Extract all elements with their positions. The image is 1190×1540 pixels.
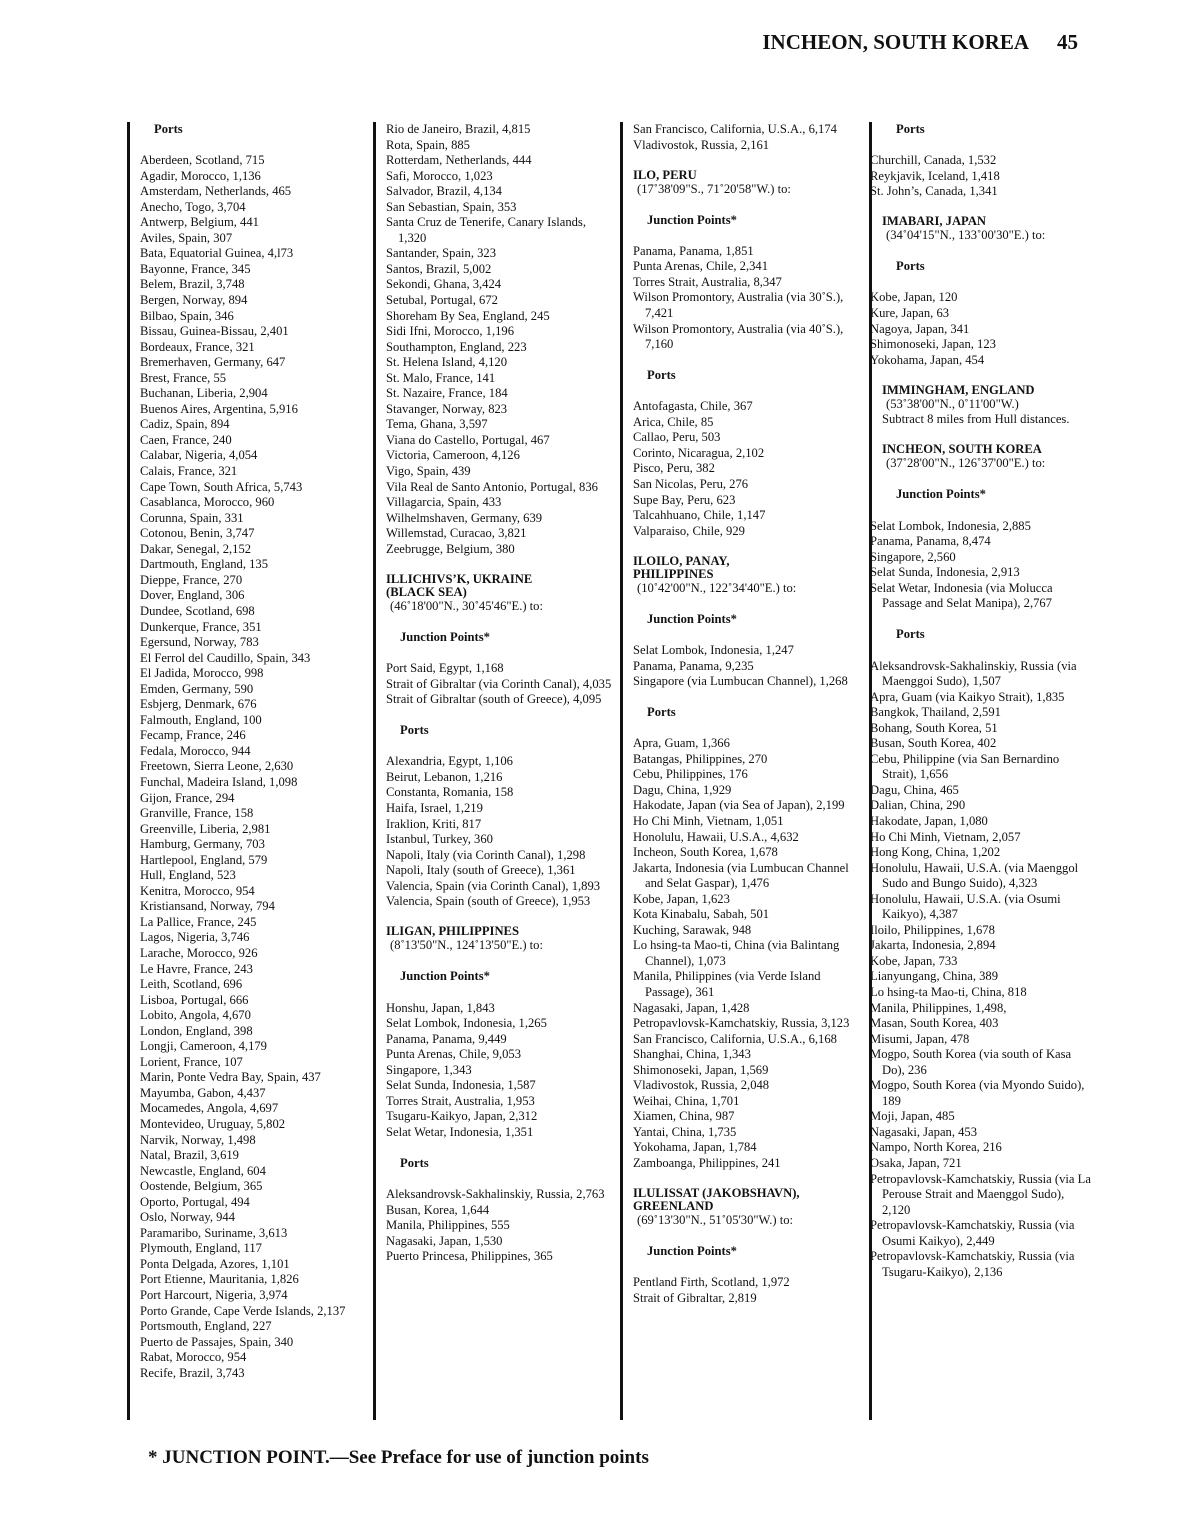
list-item: Bata, Equatorial Guinea, 4,l73 (140, 246, 294, 261)
list-item: Cadiz, Spain, 894 (140, 417, 230, 432)
list-item: Corinto, Nicaragua, 2,102 (633, 445, 765, 460)
list-item: Calabar, Nigeria, 4,054 (140, 448, 258, 463)
list-item: Napoli, Italy (south of Greece), 1,361 (386, 863, 576, 878)
list-item: Dakar, Senegal, 2,152 (140, 541, 252, 556)
list-item: Selat Wetar, Indonesia, 1,351 (386, 1124, 534, 1139)
section-heading: Junction Points* (896, 487, 986, 502)
list-item: Oostende, Belgium, 365 (140, 1179, 263, 1194)
entry-coordinates: (69˚13'30"N., 51˚05'30"W.) to: (637, 1213, 794, 1228)
list-item: Petropavlovsk-Kamchatskiy, Russia (via La Perouse Strait and Maenggol Sudo), 2,120 (870, 1171, 1091, 1217)
entry-coordinates: (34˚04'15"N., 133˚00'30"E.) to: (886, 228, 1046, 243)
list-item: Puerto de Passajes, Spain, 340 (140, 1334, 294, 1349)
entry-title: ILOILO, PANAY, (633, 553, 730, 568)
header-title: INCHEON, SOUTH KOREA (762, 30, 1029, 54)
list-item: Yokohama, Japan, 454 (870, 352, 985, 367)
list-item: Busan, Korea, 1,644 (386, 1202, 490, 1217)
list-item: Kure, Japan, 63 (870, 306, 950, 321)
list-item: Dover, England, 306 (140, 588, 245, 603)
list-item: St. Nazaire, France, 184 (386, 386, 508, 401)
port-list (140, 153, 368, 1381)
list-item: Kenitra, Morocco, 954 (140, 883, 255, 898)
list-item: San Francisco, California, U.S.A., 6,168 (633, 1031, 837, 1046)
list-item: Zeebrugge, Belgium, 380 (386, 541, 515, 556)
section-heading: Ports (400, 723, 429, 738)
list-item: Jakarta, Indonesia (via Lumbucan Channel and Selat Gaspar), 1,476 (633, 860, 849, 891)
list-item: Lorient, France, 107 (140, 1054, 243, 1069)
section-heading: Ports (896, 122, 925, 136)
junction-list (633, 1275, 861, 1306)
entry-coordinates: (10˚42'00"N., 122˚34'40"E.) to: (637, 580, 797, 595)
list-item: St. John’s, Canada, 1,341 (870, 184, 998, 199)
list-item: Plymouth, England, 117 (140, 1241, 262, 1256)
list-item: Jakarta, Indonesia, 2,894 (870, 938, 996, 953)
list-item: Shanghai, China, 1,343 (633, 1047, 751, 1062)
list-item: Strait of Gibraltar (via Corinth Canal), 4,035 (386, 676, 612, 691)
list-item: Strait of Gibraltar, 2,819 (633, 1290, 757, 1305)
section-heading: Ports (647, 368, 676, 383)
list-item: Aberdeen, Scotland, 715 (140, 153, 265, 168)
entry-title: ILLICHIVS’K, UKRAINE (386, 571, 533, 586)
junction-list (386, 661, 614, 708)
section-heading: Ports (896, 627, 925, 642)
list-item: Alexandria, Egypt, 1,106 (386, 754, 513, 769)
list-item: Egersund, Norway, 783 (140, 635, 259, 650)
list-item: Amsterdam, Netherlands, 465 (140, 184, 292, 199)
list-item: Wilson Promontory, Australia (via 30˚S.), 7,421 (633, 290, 844, 321)
entry-title: ILULISSAT (JAKOBSHAVN), (633, 1186, 800, 1201)
list-item: Iraklion, Kriti, 817 (386, 816, 482, 831)
list-item: Paramaribo, Suriname, 3,613 (140, 1225, 288, 1240)
section-heading: Ports (154, 122, 183, 136)
list-item: Hull, England, 523 (140, 868, 236, 883)
list-item: Shimonoseki, Japan, 123 (870, 337, 996, 352)
list-item: Manila, Philippines, 1,498, (870, 1000, 1007, 1015)
list-item: Sidi Ifni, Morocco, 1,196 (386, 324, 515, 339)
port-list (870, 153, 1092, 200)
list-item: London, England, 398 (140, 1023, 253, 1038)
list-item: Talcahhuano, Chile, 1,147 (633, 508, 766, 523)
entry-coordinates: (8˚13'50"N., 124˚13'50"E.) to: (390, 938, 543, 953)
list-item: Lo hsing-ta Mao-ti, China, 818 (870, 984, 1027, 999)
list-item: Fedala, Morocco, 944 (140, 743, 251, 758)
list-item: Dieppe, France, 270 (140, 572, 243, 587)
port-list (633, 736, 861, 1171)
list-item: Strait of Gibraltar (south of Greece), 4,095 (386, 692, 602, 707)
list-item: Recife, Brazil, 3,743 (140, 1365, 245, 1380)
list-item: Yokohama, Japan, 1,784 (633, 1140, 757, 1155)
port-list (870, 658, 1092, 1281)
list-item: Valparaiso, Chile, 929 (633, 523, 745, 538)
list-item: Batangas, Philippines, 270 (633, 751, 768, 766)
list-item: Funchal, Madeira Island, 1,098 (140, 774, 298, 789)
list-item: Bissau, Guinea-Bissau, 2,401 (140, 324, 289, 339)
list-item: Panama, Panama, 8,474 (870, 534, 991, 549)
list-item: Oslo, Norway, 944 (140, 1210, 236, 1225)
column-1 (127, 122, 368, 1420)
list-item: Nagoya, Japan, 341 (870, 321, 970, 336)
list-item: Arica, Chile, 85 (633, 414, 714, 429)
section-heading: Junction Points* (400, 969, 490, 984)
list-item: Porto Grande, Cape Verde Islands, 2,137 (140, 1303, 346, 1318)
list-item: Lo hsing-ta Mao-ti, China (via Balintang Channel), 1,073 (633, 938, 840, 968)
list-item: Pentland Firth, Scotland, 1,972 (633, 1275, 790, 1290)
list-item: Leith, Scotland, 696 (140, 977, 243, 992)
list-item: Santa Cruz de Tenerife, Canary Islands, 1,320 (386, 215, 586, 245)
list-item: Valencia, Spain (via Corinth Canal), 1,893 (386, 878, 601, 893)
column-3 (620, 122, 861, 1420)
list-item: Fecamp, France, 246 (140, 728, 246, 743)
list-item: Puerto Princesa, Philippines, 365 (386, 1249, 553, 1264)
list-item: Apra, Guam, 1,366 (633, 736, 730, 751)
page-header (762, 30, 1078, 55)
list-item: Dundee, Scotland, 698 (140, 603, 255, 618)
list-item: Dagu, China, 465 (870, 782, 959, 797)
list-item: Mogpo, South Korea (via Myondo Suido), 189 (870, 1078, 1085, 1108)
list-item: Santander, Spain, 323 (386, 246, 497, 261)
list-item: Gijon, France, 294 (140, 790, 235, 805)
list-item: Kristiansand, Norway, 794 (140, 899, 275, 914)
list-item: Kobe, Japan, 733 (870, 953, 958, 968)
list-item: Dagu, China, 1,929 (633, 782, 732, 797)
list-item: Nagasaki, Japan, 1,428 (633, 1000, 750, 1015)
list-item: Stavanger, Norway, 823 (386, 401, 508, 416)
list-item: San Francisco, California, U.S.A., 6,174 (633, 122, 837, 136)
list-item: Misumi, Japan, 478 (870, 1031, 970, 1046)
list-item: St. Helena Island, 4,120 (386, 355, 508, 370)
list-item: Larache, Morocco, 926 (140, 945, 258, 960)
list-item: Iloilo, Philippines, 1,678 (870, 922, 995, 937)
list-item: Lianyungang, China, 389 (870, 969, 999, 984)
list-item: Aleksandrovsk-Sakhalinskiy, Russia, 2,763 (386, 1187, 605, 1202)
list-item: Singapore (via Lumbucan Channel), 1,268 (633, 674, 848, 689)
list-item: Vila Real de Santo Antonio, Portugal, 836 (386, 479, 598, 494)
list-item: Port Etienne, Mauritania, 1,826 (140, 1272, 299, 1287)
list-item: Kuching, Sarawak, 948 (633, 922, 752, 937)
section-heading: Junction Points* (647, 611, 737, 626)
list-item: Freetown, Sierra Leone, 2,630 (140, 759, 294, 774)
list-item: Aleksandrovsk-Sakhalinskiy, Russia (via Maenggoi Sudo), 1,507 (870, 658, 1077, 689)
list-item: Nampo, North Korea, 216 (870, 1140, 1002, 1155)
list-item: Villagarcia, Spain, 433 (386, 495, 502, 510)
list-item: Greenville, Liberia, 2,981 (140, 821, 271, 836)
list-item: Willemstad, Curacao, 3,821 (386, 526, 527, 541)
list-item: Anecho, Togo, 3,704 (140, 199, 246, 214)
list-item: Agadir, Morocco, 1,136 (140, 168, 261, 183)
list-item: Vladivostok, Russia, 2,161 (633, 137, 770, 152)
list-item: La Pallice, France, 245 (140, 914, 257, 929)
list-item: Port Harcourt, Nigeria, 3,974 (140, 1288, 288, 1303)
list-item: San Sebastian, Spain, 353 (386, 199, 517, 214)
list-item: Moji, Japan, 485 (870, 1109, 955, 1124)
junction-list (386, 1001, 614, 1141)
list-item: Santos, Brazil, 5,002 (386, 261, 492, 276)
list-item: Petropavlovsk-Kamchatskiy, Russia (via Tsugaru-Kaikyo), 2,136 (870, 1249, 1075, 1279)
page-number: 45 (1057, 30, 1078, 54)
list-item: Ho Chi Minh, Vietnam, 2,057 (870, 829, 1021, 844)
list-item: Southampton, England, 223 (386, 339, 527, 354)
list-item: Cape Town, South Africa, 5,743 (140, 479, 303, 494)
list-item: St. Malo, France, 141 (386, 370, 496, 385)
list-item: Rotterdam, Netherlands, 444 (386, 153, 532, 168)
entry-coordinates: (37˚28'00"N., 126˚37'00"E.) to: (886, 456, 1046, 471)
port-list (870, 290, 1092, 368)
list-item: Setubal, Portugal, 672 (386, 293, 498, 308)
list-item: Buenos Aires, Argentina, 5,916 (140, 401, 298, 416)
list-item: Bordeaux, France, 321 (140, 339, 255, 354)
section-heading: Ports (647, 705, 676, 720)
list-item: Honolulu, Hawaii, U.S.A., 4,632 (633, 829, 799, 844)
list-item: Ponta Delgada, Azores, 1,101 (140, 1256, 290, 1271)
list-item: Safi, Morocco, 1,023 (386, 168, 493, 183)
entry-coordinates: (46˚18'00"N., 30˚45'46"E.) to: (390, 598, 543, 613)
list-item: Belem, Brazil, 3,748 (140, 277, 245, 292)
list-item: Corunna, Spain, 331 (140, 510, 244, 525)
list-item: Bohang, South Korea, 51 (870, 720, 998, 735)
list-item: Busan, South Korea, 402 (870, 736, 997, 751)
list-item: Mayumba, Gabon, 4,437 (140, 1085, 266, 1100)
list-item: Kobe, Japan, 1,623 (633, 891, 730, 906)
list-item: Singapore, 2,560 (870, 549, 956, 564)
list-item: Bayonne, France, 345 (140, 261, 251, 276)
list-item: Marin, Ponte Vedra Bay, Spain, 437 (140, 1070, 321, 1085)
list-item: Natal, Brazil, 3,619 (140, 1148, 239, 1163)
list-item: Cotonou, Benin, 3,747 (140, 526, 255, 541)
list-item: Dartmouth, England, 135 (140, 557, 269, 572)
list-item: Petropavlovsk-Kamchatskiy, Russia, 3,123 (633, 1016, 850, 1031)
list-item: Selat Wetar, Indonesia (via Molucca Passage and Selat Manipa), 2,767 (870, 580, 1053, 611)
list-item: Panama, Panama, 1,851 (633, 243, 754, 258)
list-item: Bilbao, Spain, 346 (140, 308, 234, 323)
list-item: Pisco, Peru, 382 (633, 461, 715, 476)
list-item: Vladivostok, Russia, 2,048 (633, 1078, 770, 1093)
list-item: Le Havre, France, 243 (140, 961, 253, 976)
list-item: Buchanan, Liberia, 2,904 (140, 386, 268, 401)
list-item: Yantai, China, 1,735 (633, 1124, 737, 1139)
list-item: Caen, France, 240 (140, 432, 232, 447)
list-item: Hamburg, Germany, 703 (140, 837, 265, 852)
list-item: Masan, South Korea, 403 (870, 1016, 999, 1031)
list-item: Dunkerque, France, 351 (140, 619, 262, 634)
entry-note: Subtract 8 miles from Hull distances. (882, 412, 1070, 427)
list-item: Selat Lombok, Indonesia, 2,885 (870, 518, 1031, 533)
list-item: El Jadida, Morocco, 998 (140, 666, 264, 681)
entry-title-cont: (BLACK SEA) (386, 584, 467, 599)
list-item: Cebu, Philippines, 176 (633, 767, 748, 782)
list-item: Hong Kong, China, 1,202 (870, 845, 1001, 860)
list-item: Brest, France, 55 (140, 370, 227, 385)
list-item: Incheon, South Korea, 1,678 (633, 845, 778, 860)
list-item: Istanbul, Turkey, 360 (386, 832, 493, 847)
list-item: Hakodate, Japan (via Sea of Japan), 2,199 (633, 798, 845, 813)
port-list (386, 122, 614, 557)
list-item: El Ferrol del Caudillo, Spain, 343 (140, 650, 311, 665)
list-item: Narvik, Norway, 1,498 (140, 1132, 256, 1147)
column-2 (373, 122, 614, 1420)
junction-list (633, 244, 861, 353)
list-item: Reykjavik, Iceland, 1,418 (870, 168, 1000, 183)
entry-title: ILIGAN, PHILIPPINES (386, 924, 519, 939)
list-item: Zamboanga, Philippines, 241 (633, 1156, 781, 1170)
list-item: Nagasaki, Japan, 1,530 (386, 1233, 503, 1248)
port-list (633, 122, 861, 153)
list-item: Calais, France, 321 (140, 464, 238, 479)
list-item: Lagos, Nigeria, 3,746 (140, 930, 250, 945)
list-item: Antwerp, Belgium, 441 (140, 215, 259, 230)
port-list (386, 754, 614, 909)
list-item: San Nicolas, Peru, 276 (633, 477, 749, 492)
list-item: Wilhelmshaven, Germany, 639 (386, 510, 543, 525)
list-item: Valencia, Spain (south of Greece), 1,953 (386, 894, 591, 909)
list-item: Montevideo, Uruguay, 5,802 (140, 1117, 286, 1131)
list-item: Manila, Philippines (via Verde Island Passage), 361 (633, 969, 821, 999)
list-item: Apra, Guam (via Kaikyo Strait), 1,835 (870, 689, 1065, 704)
entry-title: INCHEON, SOUTH KOREA (882, 442, 1042, 457)
list-item: Salvador, Brazil, 4,134 (386, 184, 502, 199)
list-item: Mogpo, South Korea (via south of Kasa Do), 236 (870, 1047, 1072, 1077)
list-item: Shimonoseki, Japan, 1,569 (633, 1062, 769, 1077)
list-item: Dalian, China, 290 (870, 798, 966, 813)
list-item: Granville, France, 158 (140, 806, 254, 821)
entry-coordinates: (17˚38'09"S., 71˚20'58"W.) to: (637, 181, 791, 196)
list-item: Punta Arenas, Chile, 2,341 (633, 259, 769, 274)
list-item: Aviles, Spain, 307 (140, 230, 233, 245)
list-item: Casablanca, Morocco, 960 (140, 495, 275, 510)
list-item: Vigo, Spain, 439 (386, 464, 471, 479)
list-item: Tema, Ghana, 3,597 (386, 417, 488, 432)
list-item: Osaka, Japan, 721 (870, 1156, 962, 1170)
list-item: Longji, Cameroon, 4,179 (140, 1039, 267, 1054)
list-item: Selat Sunda, Indonesia, 2,913 (870, 565, 1020, 580)
list-item: Rio de Janeiro, Brazil, 4,815 (386, 122, 531, 136)
list-item: Portsmouth, England, 227 (140, 1319, 272, 1334)
list-item: Callao, Peru, 503 (633, 430, 721, 445)
list-item: Haifa, Israel, 1,219 (386, 800, 483, 815)
list-item: Port Said, Egypt, 1,168 (386, 661, 504, 676)
list-item: Hakodate, Japan, 1,080 (870, 813, 988, 828)
list-item: Honolulu, Hawaii, U.S.A. (via Osumi Kaikyo), 4,387 (870, 891, 1061, 922)
footnote: * JUNCTION POINT.—See Preface for use of junction points (148, 1447, 649, 1468)
list-item: Mocamedes, Angola, 4,697 (140, 1101, 279, 1116)
entry-title: IMMINGHAM, ENGLAND (882, 382, 1035, 397)
list-item: Honolulu, Hawaii, U.S.A. (via Maenggol Sudo and Bungo Suido), 4,323 (870, 860, 1079, 891)
list-item: Honshu, Japan, 1,843 (386, 1000, 495, 1015)
list-item: Torres Strait, Australia, 1,953 (386, 1093, 535, 1108)
list-item: Nagasaki, Japan, 453 (870, 1124, 978, 1139)
list-item: Selat Lombok, Indonesia, 1,265 (386, 1016, 547, 1031)
list-item: Xiamen, China, 987 (633, 1109, 735, 1124)
port-list (386, 1187, 614, 1265)
list-item: Rabat, Morocco, 954 (140, 1350, 247, 1365)
list-item: Constanta, Romania, 158 (386, 785, 514, 800)
list-item: Selat Lombok, Indonesia, 1,247 (633, 642, 794, 657)
list-item: Oporto, Portugal, 494 (140, 1194, 250, 1209)
list-item: Victoria, Cameroon, 4,126 (386, 448, 520, 463)
entry-title-cont: PHILIPPINES (633, 566, 714, 581)
list-item: Cebu, Philippine (via San Bernardino Strait), 1,656 (870, 751, 1060, 782)
section-heading: Ports (400, 1156, 429, 1170)
port-list (633, 399, 861, 539)
list-item: Weihai, China, 1,701 (633, 1093, 740, 1108)
list-item: Kobe, Japan, 120 (870, 290, 958, 305)
list-item: Esbjerg, Denmark, 676 (140, 697, 257, 712)
list-item: Bangkok, Thailand, 2,591 (870, 705, 1001, 720)
entry-coordinates: (53˚38'00"N., 0˚11'00"W.) (886, 396, 1019, 411)
section-heading: Junction Points* (647, 1244, 737, 1259)
list-item: Beirut, Lebanon, 1,216 (386, 769, 503, 784)
list-item: Wilson Promontory, Australia (via 40˚S.), 7,160 (633, 321, 844, 352)
list-item: Panama, Panama, 9,449 (386, 1031, 507, 1046)
list-item: Panama, Panama, 9,235 (633, 658, 754, 673)
list-item: Lobito, Angola, 4,670 (140, 1008, 251, 1023)
list-item: Tsugaru-Kaikyo, Japan, 2,312 (386, 1109, 538, 1124)
list-item: Newcastle, England, 604 (140, 1163, 266, 1178)
list-item: Antofagasta, Chile, 367 (633, 399, 753, 414)
list-item: Kota Kinabalu, Sabah, 501 (633, 907, 770, 922)
list-item: Viana do Castello, Portugal, 467 (386, 432, 550, 447)
list-item: Punta Arenas, Chile, 9,053 (386, 1047, 522, 1062)
list-item: Churchill, Canada, 1,532 (870, 153, 997, 168)
list-item: Shoreham By Sea, England, 245 (386, 308, 550, 323)
column-4 (869, 122, 1092, 1420)
list-item: Emden, Germany, 590 (140, 681, 254, 696)
list-item: Ho Chi Minh, Vietnam, 1,051 (633, 813, 784, 828)
list-item: Lisboa, Portugal, 666 (140, 992, 249, 1007)
list-item: Supe Bay, Peru, 623 (633, 492, 736, 507)
list-item: Bergen, Norway, 894 (140, 293, 248, 308)
entry-title-cont: GREENLAND (633, 1199, 714, 1214)
list-item: Singapore, 1,343 (386, 1062, 472, 1077)
list-item: Bremerhaven, Germany, 647 (140, 355, 286, 370)
entry-title: ILO, PERU (633, 167, 697, 182)
list-item: Sekondi, Ghana, 3,424 (386, 277, 502, 292)
entry-title: IMABARI, JAPAN (882, 214, 987, 229)
list-item: Torres Strait, Australia, 8,347 (633, 274, 782, 289)
list-item: Petropavlovsk-Kamchatskiy, Russia (via Osumi Kaikyo), 2,449 (870, 1218, 1075, 1248)
section-heading: Junction Points* (400, 629, 490, 644)
section-heading: Ports (896, 259, 925, 274)
section-heading: Junction Points* (647, 212, 737, 227)
list-item: Manila, Philippines, 555 (386, 1218, 510, 1233)
list-item: Hartlepool, England, 579 (140, 852, 268, 867)
list-item: Napoli, Italy (via Corinth Canal), 1,298 (386, 847, 586, 862)
junction-list (870, 518, 1092, 612)
list-item: Rota, Spain, 885 (386, 137, 470, 152)
junction-list (633, 643, 861, 690)
list-item: Falmouth, England, 100 (140, 712, 262, 727)
list-item: Selat Sunda, Indonesia, 1,587 (386, 1078, 536, 1093)
